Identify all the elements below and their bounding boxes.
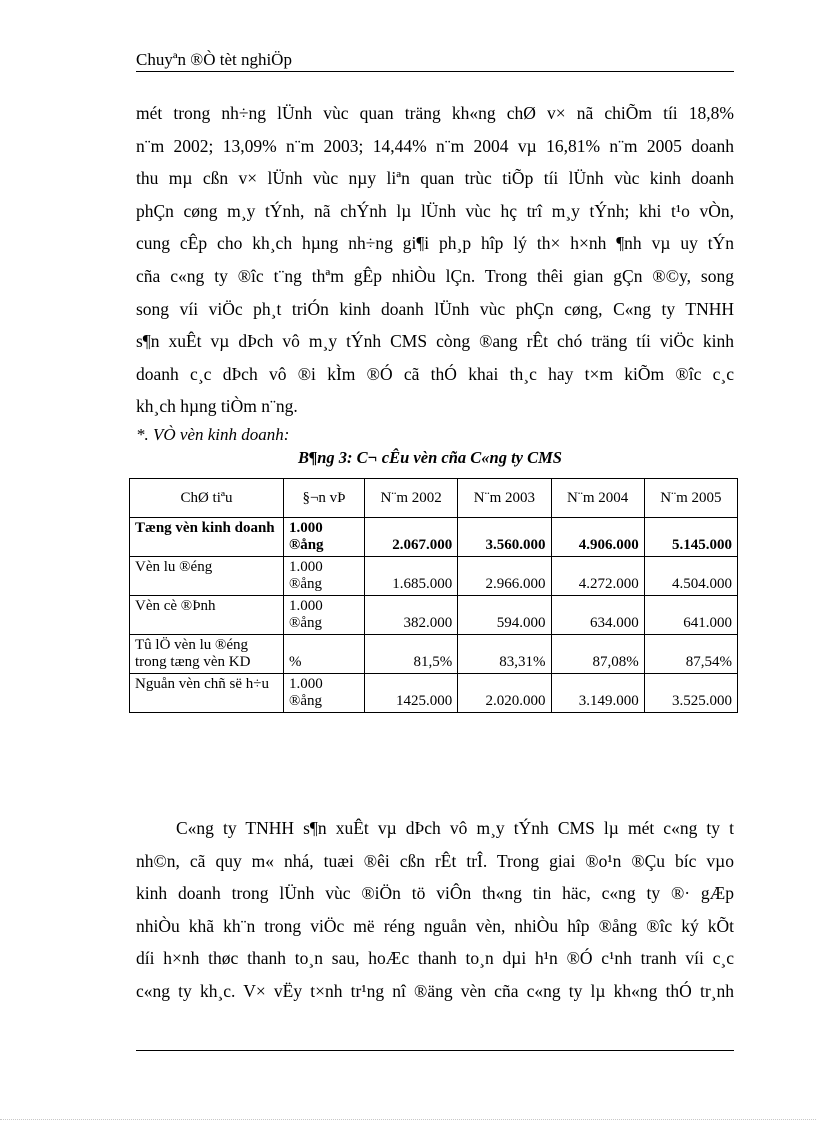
row-label: Nguån vèn chñ së h÷u [130, 674, 284, 713]
row-value: 2.067.000 [365, 518, 458, 557]
row-value: 382.000 [365, 596, 458, 635]
row-value: 87,54% [644, 635, 737, 674]
row-value: 4.272.000 [551, 557, 644, 596]
row-value: 4.906.000 [551, 518, 644, 557]
capital-structure-table [129, 478, 738, 713]
paragraph-line: díi h×nh thøc thanh to¸n sau, hoÆc thanh to¸n dµi h¹n ®Ó c¹nh tranh víi c¸c [136, 948, 734, 969]
paragraph-line: nh©n, cã quy m« nhá, tuæi ®êi cßn rÊt trÎ. Trong giai ®o¹n ®Çu bíc vµo [136, 850, 734, 871]
row-value: 5.145.000 [644, 518, 737, 557]
paragraph-line: phÇn cøng m¸y tÝnh, nã chÝnh lµ lÜnh vùc hç trî m¸y tÝnh; khi t¹o vÒn, [136, 200, 734, 221]
paragraph-1 [136, 97, 734, 423]
table-caption: B¶ng 3: C¬ cÊu vèn cña C«ng ty CMS [298, 448, 562, 467]
row-value: 3.560.000 [458, 518, 551, 557]
row-value: 634.000 [551, 596, 644, 635]
paragraph-line: C«ng ty TNHH s¶n xuÊt vµ dÞch vô m¸y tÝnh CMS lµ mét c«ng ty t [176, 818, 734, 838]
row-unit: 1.000 ®ång [284, 557, 365, 596]
page-bottom-border [0, 1119, 816, 1120]
paragraph-line: thu mµ cßn v× lÜnh vùc nµy liªn quan trùc tiÕp tíi lÜnh vùc kinh doanh [136, 168, 734, 189]
row-value: 81,5% [365, 635, 458, 674]
column-header: N¨m 2005 [644, 479, 737, 518]
paragraph-line: cña c«ng ty ®îc t¨ng thªm gÊp nhiÒu lÇn. Trong thêi gian gÇn ®©y, song [136, 265, 734, 286]
row-value: 87,08% [551, 635, 644, 674]
table-row [130, 557, 738, 596]
paragraph-line: mét trong nh÷ng lÜnh vùc quan träng kh«ng chØ v× nã chiÕm tíi 18,8% [136, 103, 734, 123]
paragraph-line: kh¸ch hµng tiÒm n¨ng. [136, 396, 298, 417]
row-value: 594.000 [458, 596, 551, 635]
row-unit: 1.000 ®ång [284, 596, 365, 635]
column-header: N¨m 2004 [551, 479, 644, 518]
row-label: Tæng vèn kinh doanh [130, 518, 284, 557]
column-header: §¬n vÞ [284, 479, 365, 518]
row-value: 1.685.000 [365, 557, 458, 596]
row-value: 2.966.000 [458, 557, 551, 596]
section-label: *. VÒ vèn kinh doanh: [136, 425, 290, 444]
table-row [130, 674, 738, 713]
footer-rule [136, 1050, 734, 1051]
paragraph-2 [136, 812, 734, 1008]
paragraph-line: c«ng ty kh¸c. V× vËy t×nh tr¹ng nî ®äng vèn cña c«ng ty lµ kh«ng thÓ tr¸nh [136, 980, 734, 1001]
row-label: Tû lÖ vèn lu ®éng trong tæng vèn KD [130, 635, 284, 674]
row-label: Vèn lu ®éng [130, 557, 284, 596]
paragraph-line: doanh c¸c dÞch vô ®i kÌm ®Ó cã thÓ khai th¸c hay t×m kiÕm ®îc c¸c [136, 363, 734, 384]
table-row [130, 635, 738, 674]
paragraph-line: n¨m 2002; 13,09% n¨m 2003; 14,44% n¨m 2004 vµ 16,81% n¨m 2005 doanh [136, 135, 734, 156]
row-unit: 1.000 ®ång [284, 674, 365, 713]
paragraph-line: cung cÊp cho kh¸ch hµng nh÷ng gi¶i ph¸p hîp lý th× h×nh ¶nh vµ uy tÝn [136, 233, 734, 254]
row-value: 83,31% [458, 635, 551, 674]
row-value: 3.525.000 [644, 674, 737, 713]
table-row [130, 518, 738, 557]
row-value: 1425.000 [365, 674, 458, 713]
table-row [130, 596, 738, 635]
column-header: N¨m 2002 [365, 479, 458, 518]
row-unit: 1.000 ®ång [284, 518, 365, 557]
page-header-title: Chuyªn ®Ò tèt nghiÖp [136, 50, 292, 69]
paragraph-line: nhiÒu khã kh¨n trong viÖc më réng nguån vèn, nhiÒu hîp ®ång ®îc ký kÕt [136, 915, 734, 936]
paragraph-line: song víi viÖc ph¸t triÓn kinh doanh lÜnh vùc phÇn cøng, C«ng ty TNHH [136, 298, 734, 319]
paragraph-line: kinh doanh trong lÜnh vùc ®iÖn tö viÔn th«ng tin häc, c«ng ty ®· gÆp [136, 883, 734, 904]
row-label: Vèn cè ®Þnh [130, 596, 284, 635]
row-value: 2.020.000 [458, 674, 551, 713]
row-unit: % [284, 635, 365, 674]
row-value: 3.149.000 [551, 674, 644, 713]
column-header: ChØ tiªu [130, 479, 284, 518]
column-header: N¨m 2003 [458, 479, 551, 518]
row-value: 4.504.000 [644, 557, 737, 596]
table-header-row [130, 479, 738, 518]
header-rule [136, 71, 734, 72]
row-value: 641.000 [644, 596, 737, 635]
paragraph-line: s¶n xuÊt vµ dÞch vô m¸y tÝnh CMS còng ®ang rÊt chó träng tíi viÖc kinh [136, 331, 734, 352]
